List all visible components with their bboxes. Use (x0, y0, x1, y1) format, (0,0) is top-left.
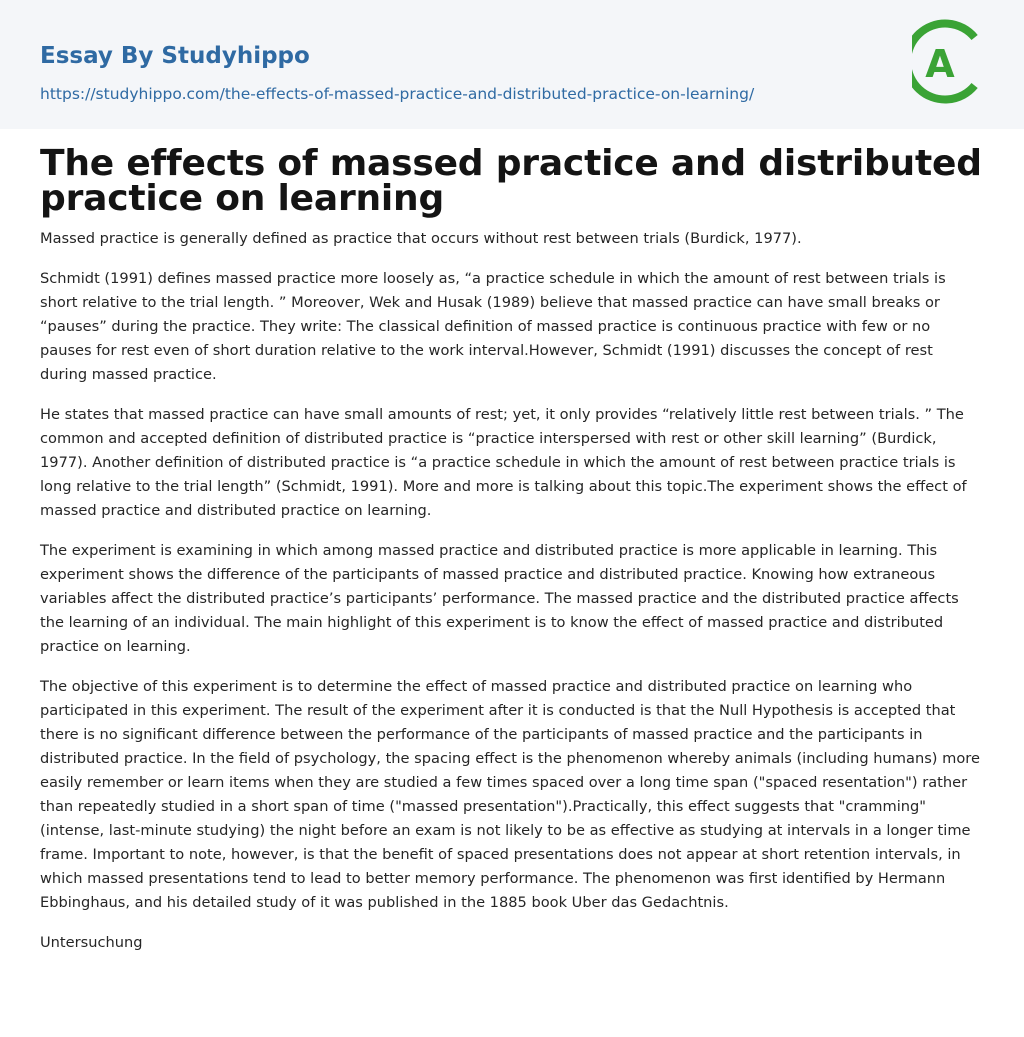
article (40, 143, 984, 955)
article-paragraph: Schmidt (1991) defines massed practice more loosely as, “a practice schedule in which the amount of rest between trials is short relative to the trial length. ” Moreover, Wek and Husak (1989) believe that massed practice can have small breaks or “pauses” during the practice. They write: The classical definition of massed practice is continuous practice with few or no pauses for rest even of short duration relative to the work interval.However, Schmidt (1991) discusses the concept of rest during massed practice. (40, 270, 946, 383)
article-paragraph: Massed practice is generally defined as practice that occurs without rest between trials (Burdick, 1977). (40, 230, 802, 247)
page-header (0, 0, 1024, 129)
logo-letter: A (925, 42, 955, 86)
grade-a-logo-icon[interactable] (912, 19, 986, 105)
site-brand[interactable]: Essay By Studyhippo (40, 43, 310, 69)
article-title: The effects of massed practice and distributed practice on learning (40, 143, 982, 219)
article-paragraph: The objective of this experiment is to determine the effect of massed practice and distributed practice on learning who participated in this experiment. The result of the experiment after it is conducted is that the Null Hypothesis is accepted that there is no significant difference between the performance of the participants of massed practice and the participants in distributed practice. In the field of psychology, the spacing effect is the phenomenon whereby animals (including humans) more easily remember or learn items when they are studied a few times spaced over a long time span ("spaced resentation") rather than repeatedly studied in a short span of time ("massed presentation").Practically, this effect suggests that "cramming" (intense, last-minute studying) the night before an exam is not likely to be as effective as studying at intervals in a longer time frame. Important to note, however, is that the benefit of spaced presentations does not appear at short retention intervals, in which massed presentations tend to lead to better memory performance. The phenomenon was first identified by Hermann Ebbinghaus, and his detailed study of it was published in the 1885 book Uber das Gedachtnis. (40, 678, 980, 911)
source-url-link[interactable]: https://studyhippo.com/the-effects-of-massed-practice-and-distributed-practice-on-learning/ (40, 85, 755, 103)
article-paragraph: He states that massed practice can have small amounts of rest; yet, it only provides “relatively little rest between trials. ” The common and accepted definition of distributed practice is “practice interspersed with rest or other skill learning” (Burdick, 1977). Another definition of distributed practice is “a practice schedule in which the amount of rest between practice trials is long relative to the trial length” (Schmidt, 1991). More and more is talking about this topic.The experiment shows the effect of massed practice and distributed practice on learning. (40, 406, 967, 519)
article-paragraph: Untersuchung (40, 934, 143, 951)
article-paragraph: The experiment is examining in which among massed practice and distributed practice is more applicable in learning. This experiment shows the difference of the participants of massed practice and distributed practice. Knowing how extraneous variables affect the distributed practice’s participants’ performance. The massed practice and the distributed practice affects the learning of an individual. The main highlight of this experiment is to know the effect of massed practice and distributed practice on learning. (40, 542, 959, 655)
